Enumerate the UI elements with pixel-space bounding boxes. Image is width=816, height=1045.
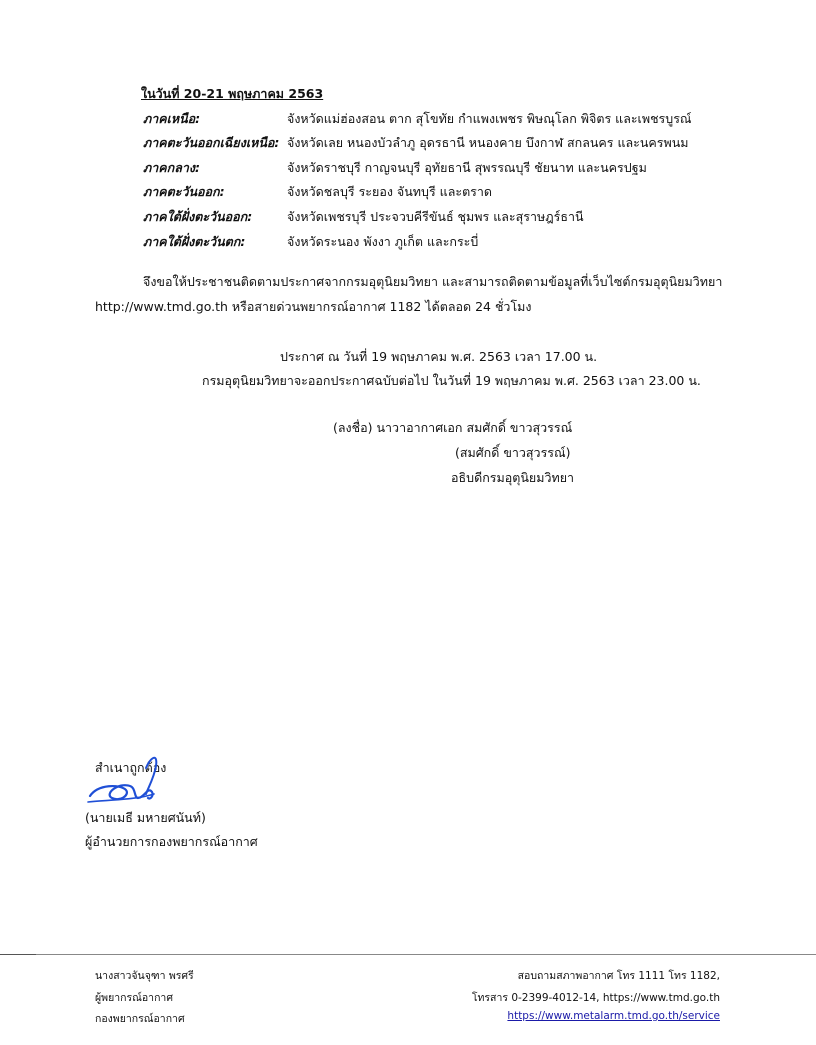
region-text-north: จังหวัดแม่ฮ่องสอน ตาก สุโขทัย กำแพงเพชร พิษณุโลก พิจิตร และเพชรบูรณ์ — [287, 111, 692, 126]
advice-line-1: จึงขอให้ประชาชนติดตามประกาศจากกรมอุตุนิยมวิทยา และสามารถติดตามข้อมูลที่เว็บไซต์กรมอุตุนิยมวิทยา — [143, 274, 723, 289]
region-label-central: ภาคกลาง: — [143, 160, 200, 175]
certified-position: ผู้อำนวยการกองพยากรณ์อากาศ — [85, 834, 258, 849]
signatory-name: (สมศักดิ์ ขาวสุวรรณ์) — [455, 445, 571, 460]
region-text-south-east: จังหวัดเพชรบุรี ประจวบคีรีขันธ์ ชุมพร และสุราษฎร์ธานี — [287, 209, 584, 224]
next-issue-line: กรมอุตุนิยมวิทยาจะออกประกาศฉบับต่อไป ในวันที่ 19 พฤษภาคม พ.ศ. 2563 เวลา 23.00 น. — [202, 373, 701, 388]
period-heading: ในวันที่ 20-21 พฤษภาคม 2563 — [141, 86, 324, 101]
region-label-south-west: ภาคใต้ฝั่งตะวันตก: — [143, 234, 246, 249]
region-label-north: ภาคเหนือ: — [143, 111, 201, 126]
footer-contact-fax: โทรสาร 0-2399-4012-14, https://www.tmd.go.th — [471, 992, 720, 1004]
footer-service-link[interactable]: https://www.metalarm.tmd.go.th/service — [507, 1010, 720, 1022]
region-text-east: จังหวัดชลบุรี ระยอง จันทบุรี และตราด — [287, 184, 493, 199]
signatory-signed-line: (ลงชื่อ) นาวาอากาศเอก สมศักดิ์ ขาวสุวรรณ์ — [333, 420, 573, 435]
certified-name: (นายเมธี มหายศนันท์) — [85, 810, 206, 825]
region-text-central: จังหวัดราชบุรี กาญจนบุรี อุทัยธานี สุพรรณบุรี ชัยนาท และนครปฐม — [287, 160, 647, 175]
advice-line-2: http://www.tmd.go.th หรือสายด่วนพยากรณ์อากาศ 1182 ได้ตลอด 24 ชั่วโมง — [95, 299, 532, 314]
announce-line: ประกาศ ณ วันที่ 19 พฤษภาคม พ.ศ. 2563 เวลา 17.00 น. — [280, 349, 598, 364]
region-text-south-west: จังหวัดระนอง พังงา ภูเก็ต และกระบี่ — [287, 234, 479, 249]
footer-author-division: กองพยากรณ์อากาศ — [95, 1013, 185, 1025]
region-text-northeast: จังหวัดเลย หนองบัวลำภู อุดรธานี หนองคาย บึงกาฬ สกลนคร และนครพนม — [287, 135, 689, 150]
footer-author-role: ผู้พยากรณ์อากาศ — [95, 992, 173, 1004]
footer-divider-short — [0, 954, 36, 955]
region-label-south-east: ภาคใต้ฝั่งตะวันออก: — [143, 209, 253, 224]
region-label-northeast: ภาคตะวันออกเฉียงเหนือ: — [143, 135, 280, 150]
footer-contact-phone: สอบถามสภาพอากาศ โทร 1111 โทร 1182, — [517, 970, 720, 982]
certified-copy-label: สำเนาถูกต้อง — [95, 760, 167, 775]
footer-divider — [36, 954, 816, 955]
footer-author-name: นางสาวจันจุฑา พรศรี — [95, 970, 194, 982]
signatory-title: อธิบดีกรมอุตุนิยมวิทยา — [451, 470, 575, 485]
handwritten-signature — [86, 748, 166, 808]
region-label-east: ภาคตะวันออก: — [143, 184, 225, 199]
